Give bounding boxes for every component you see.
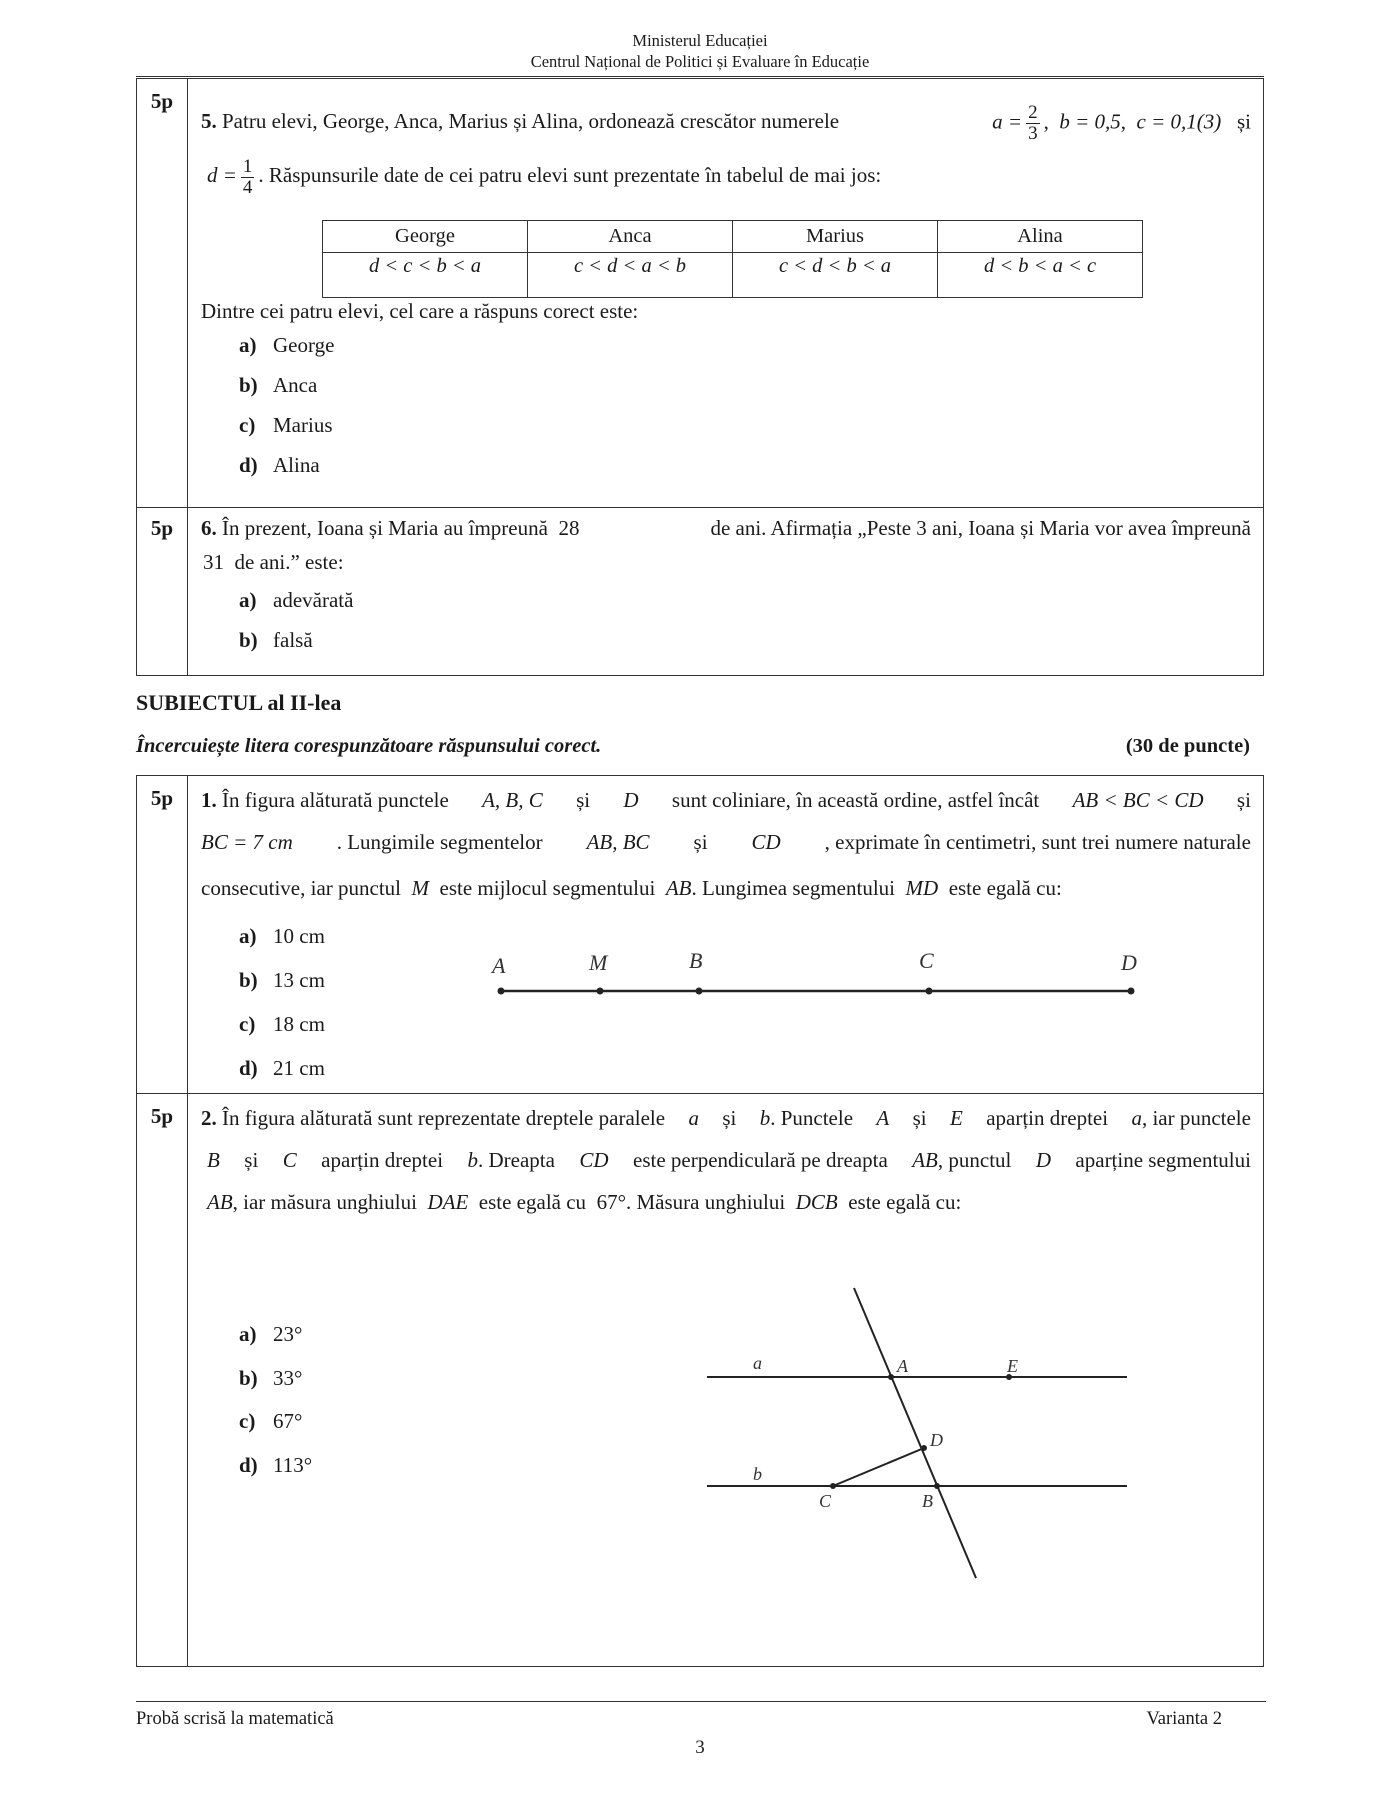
subject2-problems-box (136, 775, 1264, 1667)
answers-table (322, 220, 1143, 298)
option-d[interactable]: d) Alina (239, 453, 320, 477)
header-ministry: Ministerul Educației (632, 31, 768, 50)
problem-text: de ani. Afirmația „Peste 3 ani, Ioana și Maria vor avea împreună (710, 516, 1251, 540)
point-a (498, 988, 505, 995)
point-d (1128, 988, 1135, 995)
label-d: D (1121, 950, 1137, 975)
problem-2 (137, 1093, 1263, 1666)
number-31: 31 (203, 550, 224, 574)
problem-6 (137, 507, 1263, 675)
option-b[interactable]: b) 13 cm (239, 968, 325, 992)
option-a[interactable]: a) adevărată (239, 588, 354, 612)
option-a[interactable]: a) 23° (239, 1322, 303, 1346)
var-c-expr: c = 0,1(3) (1136, 109, 1222, 134)
table-cell: d < b < a < c (938, 253, 1143, 298)
problem-text: Patru elevi, George, Anca, Marius și Alina, ordonează crescător numerele (222, 109, 840, 134)
problem-2-line3: AB, iar măsura unghiului DAE este egală cu 67°. Măsura unghiului DCB este egală cu: (207, 1190, 962, 1214)
problem-2-line1: 2. În figura alăturată sunt reprezentate dreptele paralele a și b. Punctele A și E aparțin dreptei a, iar punctele (201, 1106, 1251, 1130)
label-m: M (589, 950, 608, 975)
option-c[interactable]: c) Marius (239, 413, 333, 437)
var-d-label: d = (207, 163, 237, 188)
option-d[interactable]: d) 113° (239, 1453, 313, 1477)
points-label: 5p (150, 516, 174, 540)
problem-6-line1: 6. În prezent, Ioana și Maria au împreună 28 de ani. Afirmația „Peste 3 ani, Ioana și Maria vor avea împreună (201, 516, 1251, 540)
page-number: 3 (695, 1737, 705, 1758)
label-d: D (930, 1430, 943, 1450)
point-b (934, 1483, 940, 1489)
option-b[interactable]: b) Anca (239, 373, 318, 397)
collinear-points-figure (467, 941, 1167, 1011)
option-c[interactable]: c) 67° (239, 1409, 303, 1433)
footer-exam-title: Probă scrisă la matematică (136, 1709, 334, 1729)
footer-variant: Varianta 2 (1146, 1709, 1222, 1729)
problem-5 (137, 79, 1263, 507)
problem-text: . Răspunsurile date de cei patru elevi sunt prezentate în tabelul de mai jos: (258, 163, 882, 188)
section-title: SUBIECTUL al II-lea (136, 690, 342, 715)
table-header-row (323, 221, 1143, 253)
section-score: (30 de puncte) (1125, 735, 1250, 757)
table-cell: c < d < a < b (528, 253, 733, 298)
point-b (696, 988, 703, 995)
table-header-cell: Alina (938, 221, 1143, 253)
option-b[interactable]: b) 33° (239, 1366, 303, 1390)
var-a-label: a = (992, 109, 1023, 134)
problem-number: 2. (201, 1106, 217, 1130)
problem-1-line1: 1. În figura alăturată punctele A, B, C și D sunt coliniare, în această ordine, astfel încât AB < BC < CD și (201, 788, 1251, 812)
points-label: 5p (150, 1104, 174, 1128)
option-a[interactable]: a) 10 cm (239, 924, 325, 948)
points-column (137, 79, 188, 507)
label-c: C (819, 1491, 832, 1511)
points-abc: A, B, C (482, 788, 543, 812)
points-column (137, 1094, 188, 1666)
point-d (921, 1445, 927, 1451)
table-header-cell: Marius (733, 221, 938, 253)
bc-length: BC = 7 cm (201, 830, 293, 854)
number-28: 28 (558, 516, 580, 540)
problem-5-line2 (201, 157, 1251, 198)
table-row (323, 253, 1143, 298)
label-a: A (492, 953, 506, 978)
problem-5-question: Dintre cei patru elevi, cel care a răspuns corect este: (201, 299, 639, 323)
points-label: 5p (150, 89, 174, 113)
point-m (597, 988, 604, 995)
problem-2-line2: B și C aparțin dreptei b. Dreapta CD este perpendiculară pe dreapta AB, punctul D aparține segmentului (207, 1148, 1251, 1172)
problem-number: 5. (201, 109, 217, 134)
segment-cd (833, 1448, 924, 1486)
problem-1 (137, 776, 1263, 1093)
table-cell: c < d < b < a (733, 253, 938, 298)
var-b-expr: b = 0,5 (1059, 109, 1121, 134)
conjunction: și (1236, 109, 1251, 134)
problem-1-line3: consecutive, iar punctul M este mijlocul segmentului AB. Lungimea segmentului MD este egală cu: (201, 876, 1062, 900)
line-ab (854, 1288, 976, 1578)
option-a[interactable]: a) George (239, 333, 335, 357)
problem-number: 6. (201, 516, 217, 540)
points-label: 5p (150, 786, 174, 810)
point-a (888, 1374, 894, 1380)
number-list: a = $\frac{2}{3}$ , b = 0,5, c = 0,1(3) și (992, 102, 1251, 144)
header-center: Centrul Național de Politici și Evaluare în Educație (530, 52, 870, 71)
label-b: B (922, 1491, 933, 1511)
footer-divider (136, 1701, 1266, 1702)
page-header (0, 30, 1400, 72)
header-divider (136, 76, 1264, 77)
table-header-cell: George (323, 221, 528, 253)
option-b[interactable]: b) falsă (239, 628, 313, 652)
subject1-problems-box (136, 78, 1264, 676)
problem-6-line2: 31 de ani.” este: (203, 550, 344, 574)
table-header-cell: Anca (528, 221, 733, 253)
label-a: A (897, 1356, 908, 1376)
instruction-text: Încercuiește litera corespunzătoare răspunsului corect. (136, 735, 602, 757)
label-line-b: b (753, 1464, 762, 1484)
parallel-lines-figure (697, 1264, 1157, 1624)
problem-number: 1. (201, 788, 217, 812)
point-c (830, 1483, 836, 1489)
inequality: AB < BC < CD (1072, 788, 1204, 812)
label-c: C (919, 948, 934, 973)
option-d[interactable]: d) 21 cm (239, 1056, 325, 1080)
problem-1-line2: BC = 7 cm . Lungimile segmentelor AB, BC și CD , exprimate în centimetri, sunt trei numere naturale (201, 830, 1251, 854)
fraction-a: $\frac{2}{3}$ (1028, 102, 1038, 144)
problem-5-line1 (201, 103, 1251, 144)
label-line-a: a (753, 1353, 762, 1373)
label-e: E (1007, 1356, 1018, 1376)
label-b: B (689, 948, 703, 973)
section-instruction (136, 735, 1250, 758)
point-c (926, 988, 933, 995)
fraction-d: $\frac{1}{4}$ (242, 156, 253, 198)
points-column (137, 776, 188, 1093)
table-cell: d < c < b < a (323, 253, 528, 298)
option-c[interactable]: c) 18 cm (239, 1012, 325, 1036)
